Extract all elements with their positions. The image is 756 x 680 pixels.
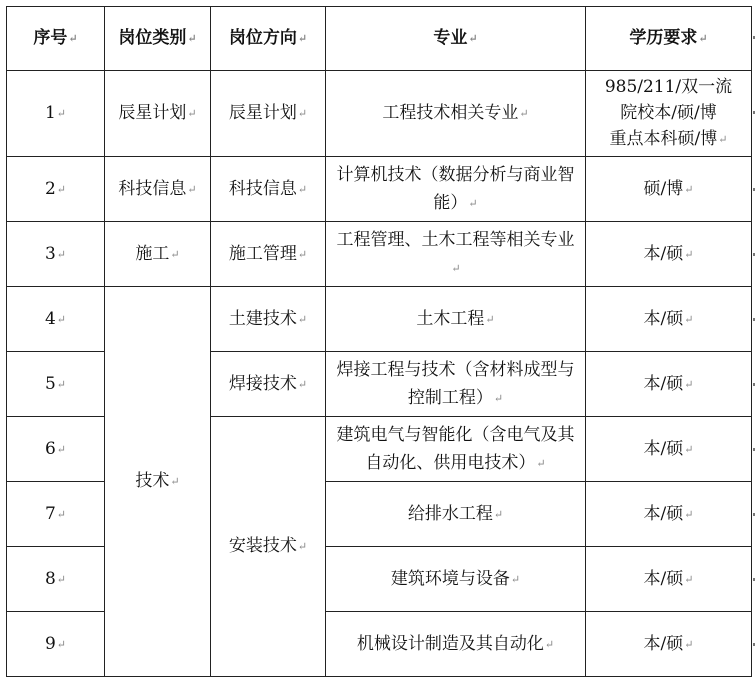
- cell-major: 工程技术相关专业 ↵: [326, 71, 586, 157]
- cell-education: 本/硕 ↵: [586, 287, 752, 352]
- education-line: 985/211/双一流: [604, 77, 733, 97]
- cell-category: 辰星计划 ↵: [105, 71, 211, 157]
- cell-major: 计算机技术（数据分析与商业智能） ↵: [326, 157, 586, 222]
- cell-direction: 科技信息 ↵: [211, 157, 326, 222]
- table-header-row: [7, 7, 752, 71]
- table-row: [7, 287, 752, 352]
- education-line: 重点本科硕/博 ↵: [592, 126, 745, 153]
- cell-no: 6 ↵: [7, 417, 105, 482]
- cell-major: 建筑电气与智能化（含电气及其自动化、供用电技术） ↵: [326, 417, 586, 482]
- row-end-marker: [753, 36, 755, 39]
- requirements-table: [6, 6, 752, 677]
- header-education: 学历要求 ↵: [586, 7, 752, 71]
- cell-education: 本/硕 ↵: [586, 482, 752, 547]
- cell-direction: 土建技术 ↵: [211, 287, 326, 352]
- education-line: 院校本/硕/博: [620, 103, 717, 123]
- cell-direction: 施工管理 ↵: [211, 222, 326, 287]
- cell-education: 本/硕 ↵: [586, 612, 752, 677]
- cell-no: 9 ↵: [7, 612, 105, 677]
- row-end-marker: [753, 643, 755, 646]
- cell-education: 本/硕 ↵: [586, 222, 752, 287]
- cell-category: 技术 ↵: [105, 287, 211, 677]
- table-row: [7, 157, 752, 222]
- cell-major: 工程管理、土木工程等相关专业 ↵: [326, 222, 586, 287]
- row-end-marker: [753, 318, 755, 321]
- table-row: [7, 222, 752, 287]
- cell-direction: 安装技术 ↵: [211, 417, 326, 677]
- cell-major: 给排水工程 ↵: [326, 482, 586, 547]
- table-row: [7, 71, 752, 157]
- row-end-marker: [753, 253, 755, 256]
- cell-major: 焊接工程与技术（含材料成型与控制工程） ↵: [326, 352, 586, 417]
- cell-major: 建筑环境与设备 ↵: [326, 547, 586, 612]
- cell-no: 2 ↵: [7, 157, 105, 222]
- header-major: 专业 ↵: [326, 7, 586, 71]
- cell-no: 7 ↵: [7, 482, 105, 547]
- cell-major: 土木工程 ↵: [326, 287, 586, 352]
- row-end-marker: [753, 188, 755, 191]
- cell-category: 施工 ↵: [105, 222, 211, 287]
- header-direction: 岗位方向 ↵: [211, 7, 326, 71]
- row-end-marker: [753, 111, 755, 114]
- cell-education: 本/硕 ↵: [586, 352, 752, 417]
- cell-education: 本/硕 ↵: [586, 417, 752, 482]
- row-end-marker: [753, 578, 755, 581]
- cell-education: 硕/博 ↵: [586, 157, 752, 222]
- row-end-markers: [752, 0, 756, 680]
- cell-education: [586, 71, 752, 157]
- header-no: 序号 ↵: [7, 7, 105, 71]
- cell-no: 8 ↵: [7, 547, 105, 612]
- cell-education: 本/硕 ↵: [586, 547, 752, 612]
- row-end-marker: [753, 448, 755, 451]
- cell-no: 1 ↵: [7, 71, 105, 157]
- header-category: 岗位类别 ↵: [105, 7, 211, 71]
- cell-category: 科技信息 ↵: [105, 157, 211, 222]
- cell-major: 机械设计制造及其自动化 ↵: [326, 612, 586, 677]
- row-end-marker: [753, 513, 755, 516]
- cell-no: 3 ↵: [7, 222, 105, 287]
- row-end-marker: [753, 383, 755, 386]
- cell-no: 5 ↵: [7, 352, 105, 417]
- cell-direction: 辰星计划 ↵: [211, 71, 326, 157]
- cell-direction: 焊接技术 ↵: [211, 352, 326, 417]
- cell-no: 4 ↵: [7, 287, 105, 352]
